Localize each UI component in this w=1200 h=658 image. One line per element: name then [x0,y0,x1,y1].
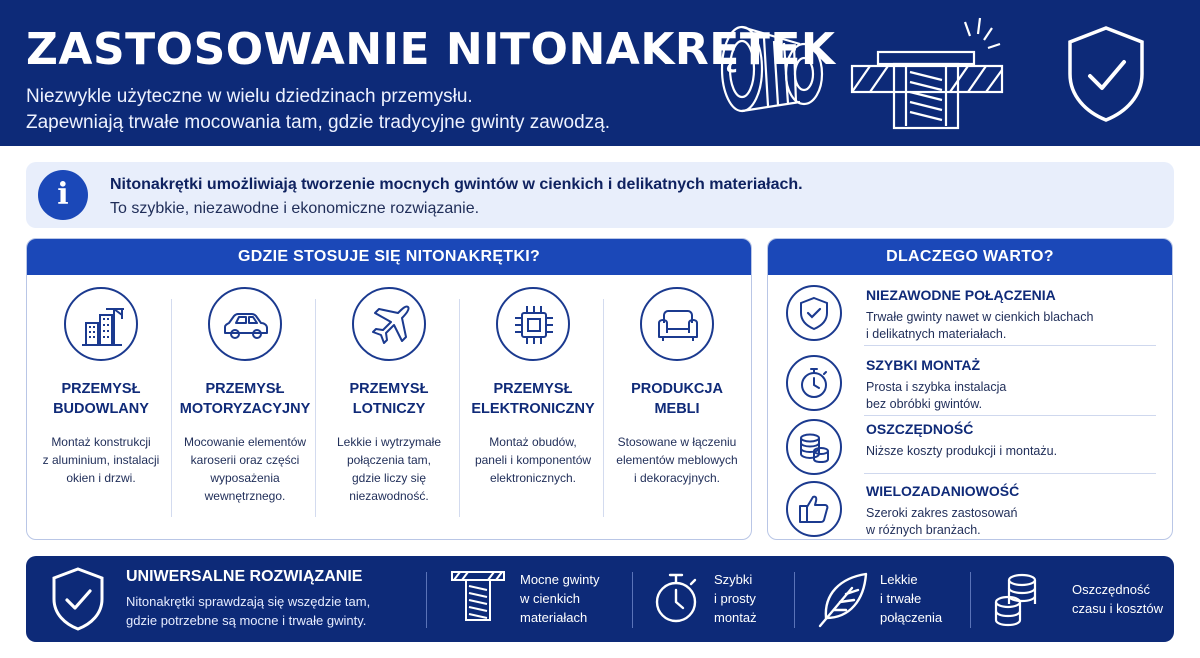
rivet-nut-section-icon [450,570,506,628]
footer-feature-light [816,566,966,632]
use-desc-line: z aluminium, instalacji [42,453,160,467]
footer-title: UNIWERSALNE ROZWIĄZANIE [126,568,363,585]
footer-banner [26,556,1174,642]
footer-feature-fast [652,566,792,632]
airplane-icon [366,301,414,349]
use-description [173,433,317,505]
use-desc-line: gdzie liczy się [351,471,427,485]
footer-feature-savings [992,566,1168,632]
why-icon-circle [786,481,842,537]
shield-check-icon [1064,24,1148,124]
feature-line: i prosty [714,591,756,606]
use-title-line-2: LOTNICZY [352,401,426,417]
use-construction [29,287,173,517]
header-banner [0,0,1200,146]
use-desc-line: i dekoracyjnych. [633,471,721,485]
use-desc-line: Montaż konstrukcji [51,435,151,449]
page-subtitle-line-2: Zapewniają trwałe mocowania tam, gdzie tradycyjne gwinty zawodzą. [26,112,610,133]
feature-line: Szybki [714,572,753,587]
car-icon [222,301,270,349]
use-icon-circle [496,287,570,361]
leaf-icon [816,570,870,628]
why-desc-line: Trwałe gwinty nawet w cienkich blachach [866,310,1094,324]
feature-line: Oszczędność [1072,582,1151,597]
why-separator [864,415,1156,416]
rivet-nut-section-icon [850,14,1010,134]
why-description [866,379,1006,413]
use-title-line-2: ELEKTRONICZNY [471,401,595,417]
footer-separator [426,572,427,628]
use-title [461,379,605,419]
footer-separator [794,572,795,628]
use-title-line-1: PRODUKCJA [631,381,723,397]
shield-check-icon [50,566,106,632]
shield-check-icon [796,295,832,331]
use-title-line-1: PRZEMYSŁ [493,381,573,397]
chip-icon [510,301,558,349]
why-desc-line: Szeroki zakres zastosowań [866,506,1018,520]
why-title: SZYBKI MONTAŻ [866,357,981,373]
why-icon-circle [786,285,842,341]
use-description [29,433,173,487]
use-desc-line: Montaż obudów, [489,435,577,449]
use-title-line-1: PRZEMYSŁ [61,381,141,397]
coins-icon [992,570,1040,628]
use-desc-line: karoserii oraz części [190,453,300,467]
why-desc-line: i delikatnych materiałach. [866,327,1007,341]
footer-feature-label [714,570,757,627]
info-line-1: Nitonakrętki umożliwiają tworzenie mocnych gwintów w cienkich i delikatnych materiałach. [110,176,803,193]
why-title: OSZCZĘDNOŚĆ [866,421,974,437]
why-desc-line: Prosta i szybka instalacja [866,380,1007,394]
use-title-line-1: PRZEMYSŁ [349,381,429,397]
footer-separator [970,572,971,628]
use-desc-line: elektronicznych. [489,471,577,485]
page-subtitle-line-1: Niezwykle użyteczne w wielu dziedzinach przemysłu. [26,86,473,107]
uses-heading: GDZIE STOSUJE SIĘ NITONAKRĘTKI? [27,239,751,275]
rivet-nut-icon [712,14,832,124]
use-title-line-2: MEBLI [654,401,700,417]
use-desc-line: niezawodność. [349,489,429,503]
use-icon-circle [352,287,426,361]
use-title-line-2: MOTORYZACYJNY [179,401,311,417]
info-line-2: To szybkie, niezawodne i ekonomiczne rozwiązanie. [110,200,480,217]
why-desc-line: bez obróbki gwintów. [866,397,983,411]
use-desc-line: paneli i komponentów [474,453,592,467]
use-icon-circle [208,287,282,361]
why-heading: DLACZEGO WARTO? [768,239,1172,275]
stopwatch-icon [652,570,700,628]
use-title-line-1: PRZEMYSŁ [205,381,285,397]
use-furniture [605,287,749,517]
use-title [173,379,317,419]
footer-description [126,592,370,630]
use-description [317,433,461,505]
use-description [461,433,605,487]
why-icon-circle [786,419,842,475]
use-icon-circle [640,287,714,361]
use-automotive [173,287,317,517]
use-desc-line: wewnętrznego. [204,489,286,503]
why-desc-line: w różnych branżach. [866,523,981,537]
use-desc-line: Mocowanie elementów [183,435,307,449]
use-title [29,379,173,419]
use-desc-line: wyposażenia [210,471,280,485]
feature-line: w cienkich [520,591,580,606]
info-box [26,162,1174,228]
footer-feature-label [880,570,942,627]
why-icon-circle [786,355,842,411]
use-desc-line: Stosowane w łączeniu [617,435,737,449]
feature-line: Lekkie [880,572,918,587]
feature-line: montaż [714,610,757,625]
why-panel [767,238,1173,540]
info-icon: i [38,170,88,220]
building-crane-icon [78,301,126,349]
use-aviation [317,287,461,517]
stopwatch-icon [796,365,832,401]
feature-line: Mocne gwinty [520,572,600,587]
footer-feature-label [520,570,599,627]
coins-icon [796,429,832,465]
why-description [866,505,1017,539]
why-title: NIEZAWODNE POŁĄCZENIA [866,287,1056,303]
feature-line: czasu i kosztów [1072,601,1164,616]
use-icon-circle [64,287,138,361]
why-separator [864,345,1156,346]
why-desc-line: Niższe koszty produkcji i montażu. [866,444,1058,458]
use-title [317,379,461,419]
thumbs-up-icon [796,491,832,527]
feature-line: połączenia [880,610,943,625]
footer-feature-label [1072,580,1163,618]
footer-desc-line: gdzie potrzebne są mocne i trwałe gwinty. [126,613,367,628]
page-title: ZASTOSOWANIE NITONAKRĘTEK [26,24,836,75]
column-divider [603,299,604,517]
use-description [605,433,749,487]
why-separator [864,473,1156,474]
use-title-line-2: BUDOWLANY [53,401,149,417]
feature-line: i trwałe [880,591,922,606]
why-description [866,309,1093,343]
use-title [605,379,749,419]
use-desc-line: okien i drzwi. [66,471,136,485]
use-electronics [461,287,605,517]
use-desc-line: elementów meblowych [616,453,738,467]
feature-line: materiałach [520,610,588,625]
sofa-icon [654,301,702,349]
column-divider [315,299,316,517]
footer-feature-strong-threads [450,566,610,632]
use-desc-line: Lekkie i wytrzymałe [336,435,442,449]
column-divider [459,299,460,517]
uses-panel [26,238,752,540]
column-divider [171,299,172,517]
use-desc-line: połączenia tam, [346,453,432,467]
footer-desc-line: Nitonakrętki sprawdzają się wszędzie tam, [126,594,371,609]
footer-separator [632,572,633,628]
why-description [866,443,1057,460]
why-title: WIELOZADANIOWOŚĆ [866,483,1020,499]
